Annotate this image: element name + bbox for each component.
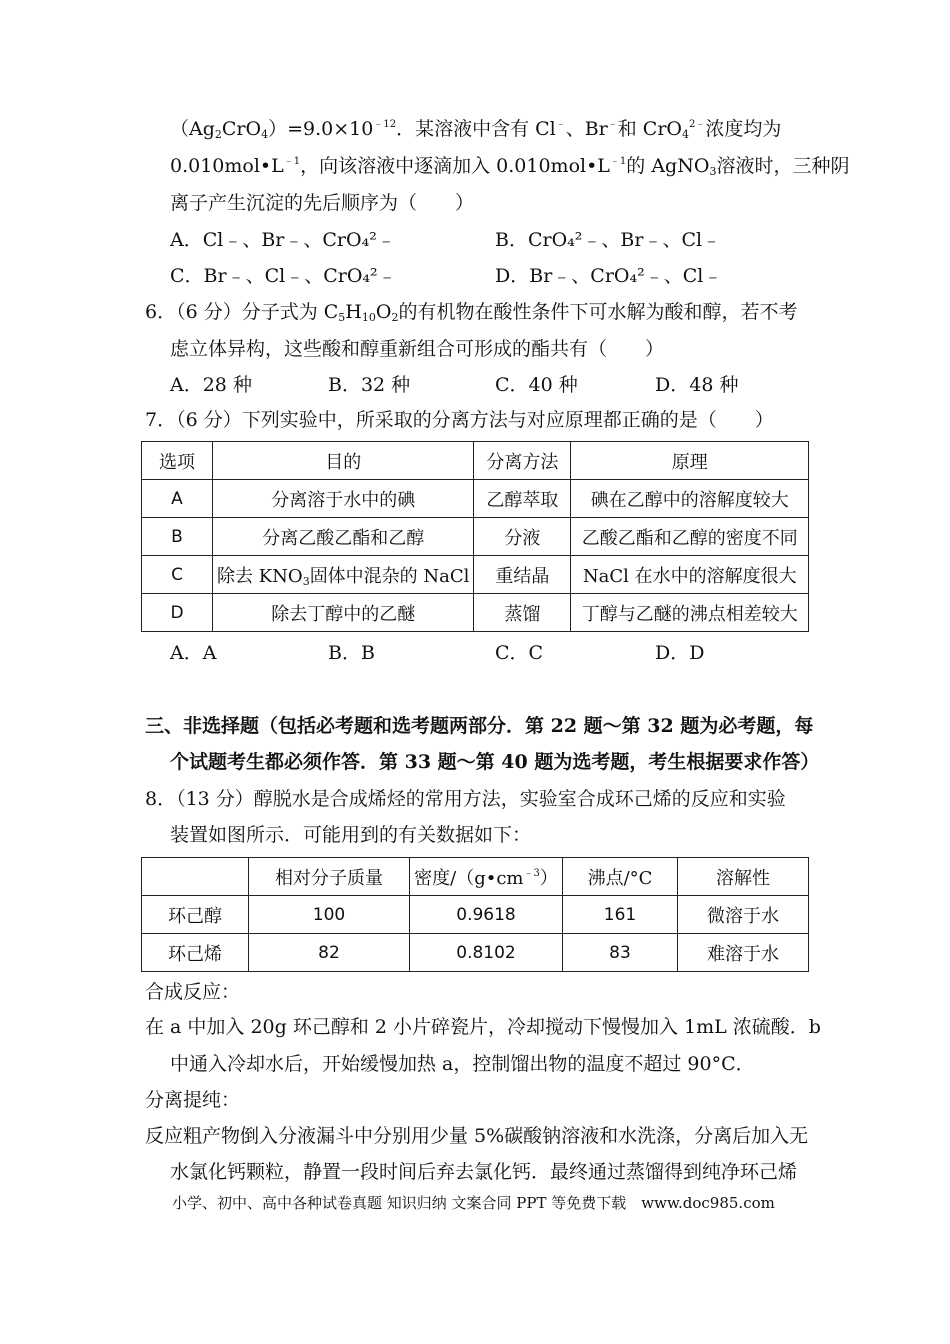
header-cell: 分离方法	[474, 442, 571, 480]
separation-title: 分离提纯：	[145, 1089, 241, 1111]
header-cell: 沸点/°C	[563, 858, 678, 896]
table-cell: 乙酸乙酯和乙醇的密度不同	[571, 518, 809, 556]
table-cell: 分离乙酸乙酯和乙醇	[213, 518, 474, 556]
q5-option-d[interactable]: D．Br﹣、CrO₄²﹣、Cl﹣	[495, 265, 723, 287]
table-row	[142, 556, 809, 594]
table-cell: C	[142, 556, 213, 594]
table-cell: 环己醇	[142, 896, 249, 934]
table-cell: 82	[249, 934, 410, 972]
section-3-heading-cont: 个试题考生都必须作答．第 33 题～第 40 题为选考题，考生根据要求作答）	[170, 751, 820, 773]
table-cell: NaCl 在水中的溶解度很大	[571, 556, 809, 594]
table-cell: 难溶于水	[678, 934, 809, 972]
table-cell: 重结晶	[474, 556, 571, 594]
table-cell: 碘在乙醇中的溶解度较大	[571, 480, 809, 518]
synthesis-title: 合成反应：	[145, 981, 241, 1003]
table-row	[142, 480, 809, 518]
header-cell: 选项	[142, 442, 213, 480]
separation-line-1: 反应粗产物倒入分液漏斗中分别用少量 5%碳酸钠溶液和水洗涤，分离后加入无	[145, 1125, 809, 1147]
header-cell: 溶解性	[678, 858, 809, 896]
q6-option-b[interactable]: B．32 种	[328, 374, 411, 396]
q7-option-b[interactable]: B．B	[328, 642, 375, 664]
table-cell: 环己烯	[142, 934, 249, 972]
q6-option-a[interactable]: A．28 种	[170, 374, 252, 396]
table-cell: 分离溶于水中的碘	[213, 480, 474, 518]
table-cell: 乙醇萃取	[474, 480, 571, 518]
table-cell: 161	[563, 896, 678, 934]
table-cell: 0.9618	[410, 896, 563, 934]
header-cell: 目的	[213, 442, 474, 480]
table-cell: 丁醇与乙醚的沸点相差较大	[571, 594, 809, 632]
table-cell: A	[142, 480, 213, 518]
table-cell: B	[142, 518, 213, 556]
table-cell: 微溶于水	[678, 896, 809, 934]
synthesis-line-2: 中通入冷却水后，开始缓慢加热 a，控制馏出物的温度不超过 90°C．	[170, 1053, 755, 1075]
table-row	[142, 934, 809, 972]
q7-option-d[interactable]: D．D	[655, 642, 705, 664]
q8-table	[141, 857, 809, 972]
q7-table	[141, 441, 809, 632]
page-footer: 小学、初中、高中各种试卷真题 知识归纳 文案合同 PPT 等免费下载 www.doc985.com	[172, 1194, 775, 1212]
q5-option-c[interactable]: C．Br﹣、Cl﹣、CrO₄²﹣	[170, 265, 397, 287]
header-cell: 密度$/(g•cm^{﹣3})$	[410, 858, 563, 896]
synthesis-line-1: 在 a 中加入 20g 环己醇和 2 小片碎瓷片，冷却搅动下慢慢加入 1mL 浓硫酸．b	[145, 1016, 821, 1038]
q7-stem: 7．（6 分）下列实验中，所采取的分离方法与对应原理都正确的是（ ）	[145, 409, 774, 431]
q5-line-1: $(Ag_2CrO_4)=9.0\times 10^{﹣12}$．某溶液中含有 Cl﹣、Br﹣和 CrO$_4^{2﹣}$浓度均为	[170, 118, 782, 141]
q7-option-a[interactable]: A．A	[170, 642, 217, 664]
section-3-heading: 三、非选择题（包括必考题和选考题两部分．第 22 题～第 32 题为必考题，每	[145, 715, 814, 737]
table-cell: 除去 $KNO_3$固体中混杂的 NaCl	[213, 556, 474, 594]
header-cell: 原理	[571, 442, 809, 480]
q5-option-b[interactable]: B．CrO₄²﹣、Br﹣、Cl﹣	[495, 229, 722, 251]
q7-option-c[interactable]: C．C	[495, 642, 544, 664]
table-row	[142, 594, 809, 632]
header-cell	[142, 858, 249, 896]
table-header-row	[142, 442, 809, 480]
q8-line-2: 装置如图所示．可能用到的有关数据如下：	[170, 824, 532, 846]
table-cell: 83	[563, 934, 678, 972]
table-cell: 蒸馏	[474, 594, 571, 632]
q5-line-2: $0.010mol•L^{﹣1}$，向该溶液中逐滴加入 $0.010mol•L^{﹣1}$的 AgNO$_3$溶液时，三种阴	[170, 155, 850, 178]
separation-line-2: 水氯化钙颗粒，静置一段时间后弃去氯化钙．最终通过蒸馏得到纯净环己烯	[170, 1161, 798, 1183]
table-cell: 100	[249, 896, 410, 934]
table-row	[142, 518, 809, 556]
q6-option-c[interactable]: C．40 种	[495, 374, 578, 396]
q6-line-1: 6．（6 分）分子式为 $C_5H_{10}O_2$的有机物在酸性条件下可水解为酸和醇，若不考	[145, 301, 798, 324]
q8-line-1: 8．（13 分）醇脱水是合成烯烃的常用方法，实验室合成环己烯的反应和实验	[145, 788, 786, 810]
table-cell: D	[142, 594, 213, 632]
q6-line-2: 虑立体异构，这些酸和醇重新组合可形成的酯共有（ ）	[170, 338, 665, 360]
header-cell: 相对分子质量	[249, 858, 410, 896]
q6-option-d[interactable]: D．48 种	[655, 374, 739, 396]
table-header-row	[142, 858, 809, 896]
table-cell: 0.8102	[410, 934, 563, 972]
table-row	[142, 896, 809, 934]
q5-option-a[interactable]: A．Cl﹣、Br﹣、CrO₄²﹣	[170, 229, 396, 251]
q5-line-3: 离子产生沉淀的先后顺序为（ ）	[170, 192, 475, 214]
table-cell: 分液	[474, 518, 571, 556]
table-cell: 除去丁醇中的乙醚	[213, 594, 474, 632]
